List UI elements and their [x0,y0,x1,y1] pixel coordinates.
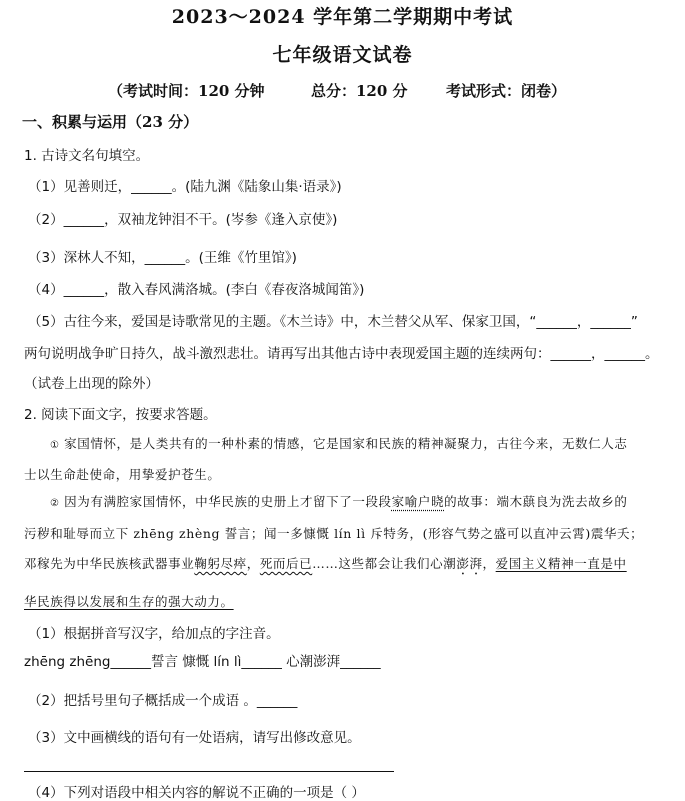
answer-line[interactable] [24,771,394,772]
question-2-sub-4: （4）下列对语段中相关内容的解说不正确的一项是（ ） [28,785,365,801]
idiom-wavy: 鞠躬尽瘁 [194,556,247,571]
passage-text: 污秽和耻辱而立下 zhēng zhèng 誓言；闻一多慷慨 lín lì 斥特务， [24,526,423,541]
passage-paragraph-2-line-2 [24,524,643,542]
underlined-sentence-cont: 华民族得以发展和生存的强大动力。 [24,594,234,609]
idiom-underlined: 家喻户晓 [391,494,445,509]
passage-text: 邓稼先为中华民族核武器事业 [24,556,195,571]
passage-text: 震华夭； [590,526,644,541]
exam-total-score: 总分：120 分 [311,82,408,100]
exam-title: 2023～2024 学年第二学期期中考试 [171,6,514,28]
passage-text: 的故事：端木蕻良为洗去故乡的 [444,494,628,509]
passage-paragraph-1-line-1 [50,434,627,452]
question-1-item-3: （3）深林人不知，______。(王维《竹里馆》) [28,250,297,266]
question-1-note: （试卷上出现的除外） [24,376,159,392]
question-1-item-1: （1）见善则迁，______。(陆九渊《陆象山集·语录》) [28,179,342,195]
paragraph-number: ② [50,498,60,509]
passage-paragraph-2-line-1 [50,492,627,510]
question-1-item-2: （2）______，双袖龙钟泪不干。(岑参《逢入京使》) [28,212,338,228]
bracket-sentence: (形容气势之盛可以直冲云霄) [422,526,591,541]
question-2-sub-1-answer: zhēng zhēng______誓言 慷慨 lín lì______ 心潮澎湃______ [24,654,381,670]
question-2-sub-2: （2）把括号里句子概括成一个成语 。______ [28,693,298,709]
section-heading: 一、积累与运用（23 分） [22,113,199,131]
question-1-item-4: （4）______，散入春风满洛城。(李白《春夜洛城闻笛》) [28,282,365,298]
passage-text: 因为有满腔家国情怀，中华民族的史册上才留下了一段段 [64,494,392,509]
question-1-item-5: （5）古往今来，爱国是诗歌常见的主题。《木兰诗》中，木兰替父从军、保家卫国，“______，______” [28,314,638,330]
question-1-item-5-cont: 两句说明战争旷日持久，战斗激烈悲壮。请再写出其他古诗中表现爱国主题的连续两句：______，______。 [24,346,659,362]
paragraph-number: ① [50,440,60,451]
passage-text: ， [246,556,260,571]
question-2-stem: 2. 阅读下面文字，按要求答题。 [24,407,217,423]
underlined-sentence: 爱国主义精神一直是中 [495,556,627,571]
exam-subtitle: 七年级语文试卷 [272,44,413,66]
passage-text: 家国情怀，是人类共有的一种朴素的情感，它是国家和民族的精神凝聚力，古往今来，无数仁人志 [64,436,628,451]
passage-paragraph-1-line-2: 士以生命赴使命，用挚爱护苍生。 [24,467,221,482]
dotted-characters: 澎湃 [456,556,483,571]
exam-format: 考试形式：闭卷） [446,82,567,100]
exam-time: （考试时间：120 分钟 [108,82,265,100]
question-2-sub-3: （3）文中画横线的语句有一处语病，请写出修改意见。 [28,730,361,746]
passage-text: ……这些都会让我们心潮 [312,556,457,571]
passage-paragraph-2-line-3 [24,554,627,578]
question-1-stem: 1. 古诗文名句填空。 [24,148,150,164]
passage-text: ， [482,556,496,571]
idiom-wavy: 死而后已 [259,556,313,571]
question-2-sub-1: （1）根据拼音写汉字，给加点的字注音。 [28,626,280,642]
